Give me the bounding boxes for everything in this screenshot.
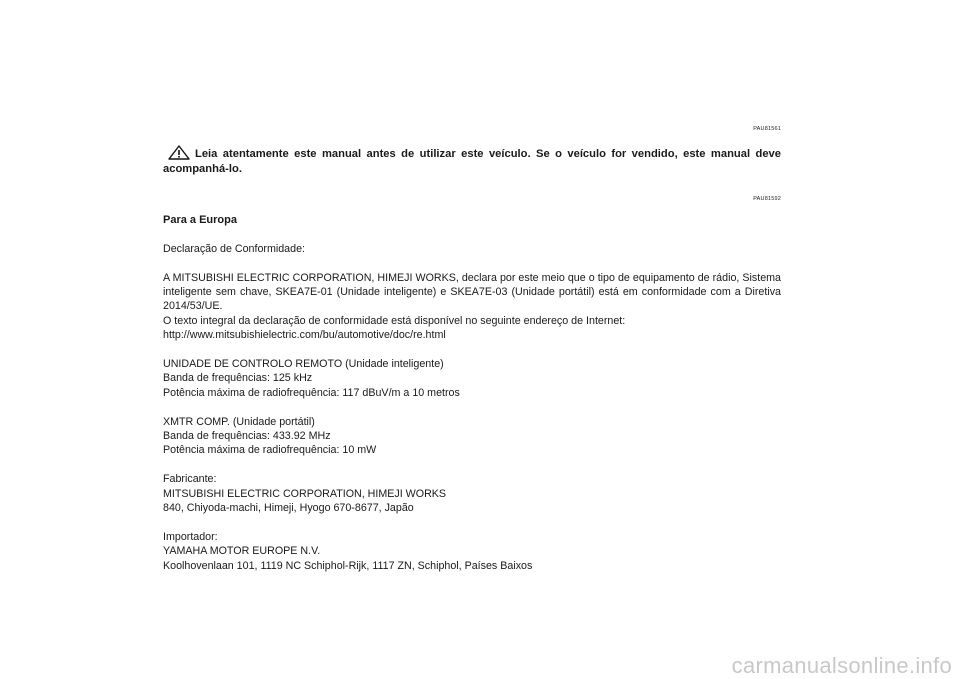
fulltext-line: O texto integral da declaração de conformidade está disponível no seguinte endereço de Internet: (163, 314, 626, 327)
conformity-text: A MITSUBISHI ELECTRIC CORPORATION, HIMEJI WORKS, declara por este meio que o tipo de equipamento de rádio, Sistema inteligente sem chave, SKEA7E-01 (Unidade inteligente) e SKEA7E-03 (Unidade portátil) está em conformidade com a Diretiva 2014/53/UE. (163, 271, 781, 313)
portable-unit-power: Potência máxima de radiofrequência: 10 mW (163, 444, 377, 457)
declaration-url: http://www.mitsubishielectric.com/bu/automotive/doc/re.html (163, 329, 446, 342)
section-heading: Para a Europa (163, 214, 237, 226)
manufacturer-address: 840, Chiyoda-machi, Himeji, Hyogo 670-8677, Japão (163, 502, 414, 515)
document-code-europe: PAU81592 (753, 196, 781, 202)
portable-unit-name: XMTR COMP. (Unidade portátil) (163, 415, 315, 428)
warning-notice (163, 145, 781, 176)
remote-unit-power: Potência máxima de radiofrequência: 117 dBuV/m a 10 metros (163, 386, 460, 399)
warning-triangle-icon (168, 145, 190, 159)
conformity-title: Declaração de Conformidade: (163, 242, 305, 255)
document-code-warning: PAU81561 (753, 126, 781, 132)
portable-unit-band: Banda de frequências: 433.92 MHz (163, 430, 331, 443)
warning-text: Leia atentamente este manual antes de utilizar este veículo. Se o veículo for vendido, este manual deve acompanhá-lo. (163, 148, 781, 175)
importer-label: Importador: (163, 530, 218, 543)
importer-name: YAMAHA MOTOR EUROPE N.V. (163, 545, 321, 558)
remote-unit-band: Banda de frequências: 125 kHz (163, 372, 313, 385)
manufacturer-name: MITSUBISHI ELECTRIC CORPORATION, HIMEJI WORKS (163, 487, 447, 500)
manufacturer-label: Fabricante: (163, 473, 217, 486)
europe-section (163, 213, 781, 573)
importer-address: Koolhovenlaan 101, 1119 NC Schiphol-Rijk, 1117 ZN, Schiphol, Países Baixos (163, 559, 533, 572)
watermark: carmanualsonline.info (731, 653, 952, 678)
remote-unit-name: UNIDADE DE CONTROLO REMOTO (Unidade inteligente) (163, 358, 444, 371)
